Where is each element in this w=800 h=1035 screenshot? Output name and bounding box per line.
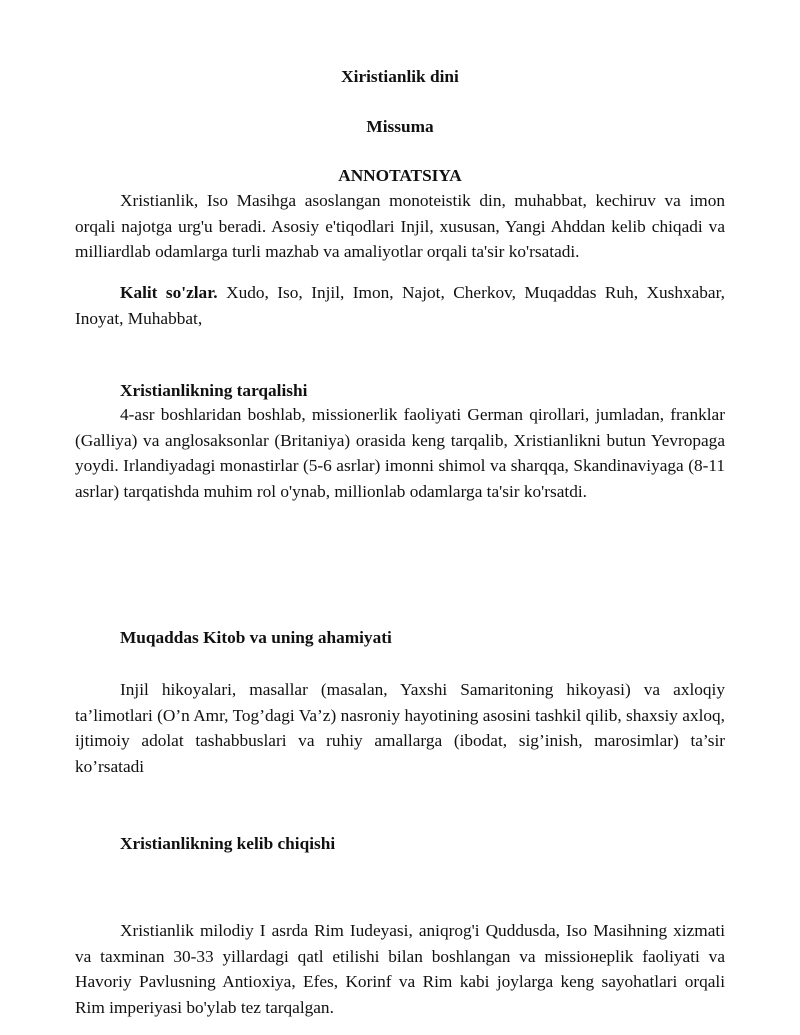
keywords-text: Xudo, Iso, Injil, Imon, Najot, Cherkov, Muqaddas Ruh, Xushxabar, Inoyat, Muhabbat, xyxy=(75,283,725,328)
section-heading-origin: Xristianlikning kelib chiqishi xyxy=(120,834,336,853)
keywords-label: Kalit so'zlar. xyxy=(120,283,218,302)
section-text-bible: Injil hikoyalari, masallar (masalan, Yaxshi Samaritoning hikoyasi) va axloqiy ta’limotlari (O’n Amr, Tog’dagi Va’z) nasroniy hayotining asosini tashkil qilib, shaxsiy axloq, ijtimoiy adolat tashabbuslari va ruhiy amallarga (ibodat, sig’inish, marosimlar) ta’sir ko’rsatadi xyxy=(75,680,725,776)
keywords-paragraph xyxy=(75,280,725,331)
section-heading-spread: Xristianlikning tarqalishi xyxy=(120,381,308,400)
annotation-heading: ANNOTATSIYA xyxy=(338,166,462,185)
section-heading-bible: Muqaddas Kitob va uning ahamiyati xyxy=(120,628,392,647)
annotation-text: Xristianlik, Iso Masihga asoslangan monoteistik din, muhabbat, kechiruv va imon orqali najotga urg'u beradi. Asosiy e'tiqodlari Injil, xususan, Yangi Ahddan kelib chiqadi va milliardlab odamlarga turli mazhab va amaliyotlar orqali ta'sir ko'rsatadi. xyxy=(75,191,725,261)
document-title: Xiristianlik dini xyxy=(341,67,459,86)
section-text-origin: Xristianlik milodiy I asrda Rim Iudeyasi, aniqrog'i Quddusda, Iso Masihning xizmati va taxminan 30-33 yillardagi qatl etilishi bilan boshlangan va missioнeplik faoliyati va Havoriy Pavlusning Antioxiya, Efes, Korinf va Rim kabi joylarga keng sayohatlari orqali Rim imperiyasi bo'ylab tez tarqalgan. xyxy=(75,921,725,1017)
section-text-spread: 4-asr boshlaridan boshlab, missionerlik faoliyati German qirollari, jumladan, franklar (Galliya) va anglosaksonlar (Britaniya) orasida keng tarqalib, Xristianlikni butun Yevropaga yoydi. Irlandiyadagi monastirlar (5-6 asrlar) imonni shimol va sharqqa, Skandinaviyaga (8-11 asrlar) tarqatishda muhim rol o'ynab, millionlab odamlarga ta'sir ko'rsatdi. xyxy=(75,405,725,501)
author-name: Missuma xyxy=(366,117,434,136)
